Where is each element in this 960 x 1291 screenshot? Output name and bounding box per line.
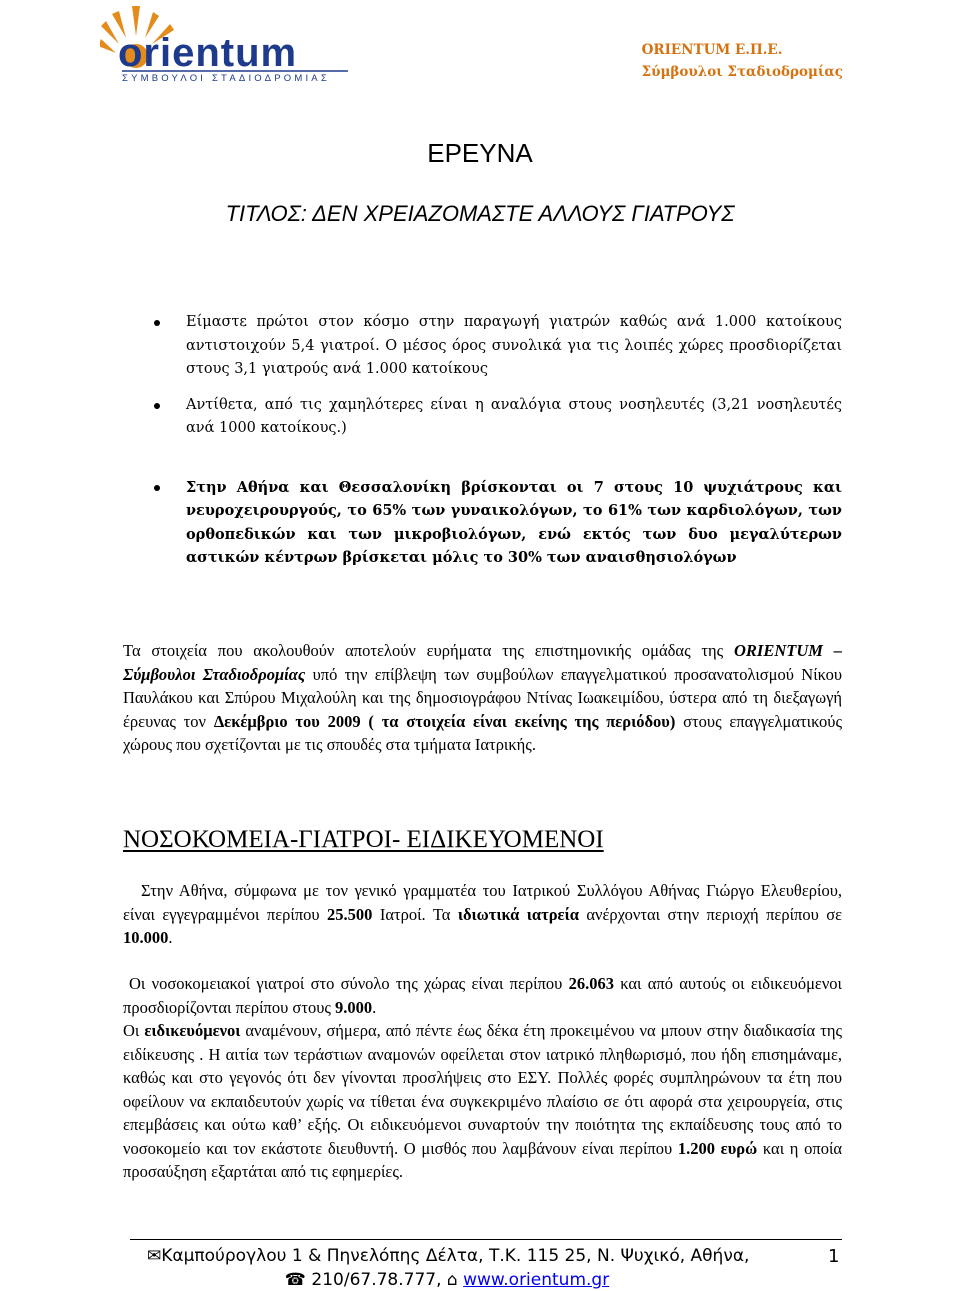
logo-wordmark: orientum [118,31,298,75]
para-text: Ιατροί. Τα [379,904,451,924]
residents-label: ειδικευόμενοι [144,1021,241,1040]
footer-phone: 210/67.78.777, [311,1270,442,1290]
intro-text: Τα στοιχεία που ακολουθούν αποτελούν ευρήματα της επιστημονικής ομάδας της [123,641,724,660]
finding-item: Είμαστε πρώτοι στον κόσμο στην παραγωγή γιατρών καθώς ανά 1.000 κατοίκους αντιστοιχούν 5,4 γιατροί. Ο μέσος όρος συνολικά για τις λοιπές χώρες προσδιορίζεται στους 3,1 γιατρούς ανά 1.000 κατοίκους [152,311,842,382]
para-text: και η οποία προσαύξηση εξαρτάται από τις εφημερίες. [123,1138,843,1181]
logo-graphic [100,4,370,82]
footer-divider [130,1239,842,1240]
org-name: ORIENTUM – Σύμβουλοι Σταδιοδρομίας [123,641,843,684]
para-text: Στην Αθήνα, σύμφωνα με τον γενικό γραμματέα του Ιατρικού Συλλόγου Αθήνας Γιώργο Ελευθερίου, είναι εγγεγραμμένοι περίπου [123,881,842,924]
footer-contact-line [147,1270,747,1290]
hospital-doctor-count: 26.063 [568,974,614,993]
findings-list [152,311,842,570]
footer-address: Καμπούρογλου 1 & Πηνελόπης Δέλτα, Τ.Κ. 115 25, Ν. Ψυχικό, Αθήνα, [161,1246,750,1266]
page-title: ΕΡΕΥΝΑ [427,138,533,168]
logo-tagline: ΣΥΜΒΟΥΛΟΙ ΣΤΑΔΙΟΔΡΟΜΙΑΣ [122,73,330,82]
intro-text: υπό την επίβλεψη των συμβούλων επαγγελματικού προσανατολισμού Νίκου Παυλάκου και Σπύρου Μιχαλούλη και της δημοσιογράφου Ντίνας Ιωακειμίδου, ύστερα από τη διεξαγωγή έρευνας τον [123,664,843,731]
clinic-count: 10.000 [123,928,169,947]
finding-item: Αντίθετα, από τις χαμηλότερες είναι η αναλόγια στους νοσηλευτές (3,21 νοσηλευτές ανά 1000 κατοίκους.) [152,394,842,441]
home-icon: ⌂ [446,1270,458,1290]
para-text: Οι νοσοκομειακοί γιατροί στο σύνολο της χώρας είναι περίπου [129,974,563,993]
salary-amount: 1.200 ευρώ [677,1138,758,1158]
company-tagline: Σύμβουλοι Σταδιοδρομίας [641,64,843,80]
survey-date: Δεκέμβριο του 2009 [213,711,361,731]
private-clinics-label: ιδιωτικά ιατρεία [457,904,579,924]
para-text: . [168,928,173,947]
paragraph-residents [123,1019,842,1184]
para-text: . [372,997,377,1017]
paragraph-hospital-doctors [123,972,842,1019]
section-title: ΝΟΣΟΚΟΜΕΙΑ-ΓΙΑΤΡΟΙ- ΕΙΔΙΚΕΥΟΜΕΝΟΙ [123,826,604,853]
phone-icon: ☎ [284,1270,306,1290]
page-subtitle: ΤΙΤΛΟΣ: ΔΕΝ ΧΡΕΙΑΖΟΜΑΣΤΕ ΑΛΛΟΥΣ ΓΙΑΤΡΟΥΣ [225,201,735,226]
orientum-logo [100,4,370,82]
footer-address-line [147,1246,750,1266]
page-number: 1 [828,1246,840,1267]
para-text: ανέρχονται στην περιοχή περίπου σε [586,904,843,924]
para-text: και από αυτούς οι ειδικευόμενοι προσδιορίζονται περίπου στους [123,974,843,1017]
intro-paragraph [123,639,842,757]
survey-period-note: ( τα στοιχεία είναι εκείνης της περιόδου) [368,711,676,731]
paragraph-athens-doctors [123,879,842,950]
para-text: αναμένουν, σήμερα, από πέντε έως δέκα έτη προκειμένου να μπουν στην διαδικασία της ειδίκευσης . Η αιτία των τεράστιων αναμονών οφείλεται στον ιατρικό πληθωρισμό, που ήδη επισημάναμε, καθώς και στο γεγονός ότι δεν γίνονται προσλήψεις στο ΕΣΥ. Πολλές φορές συμπληρώνουν τα έτη που οφείλουν να εκπαιδευτούν χωρίς να τίθεται ένα συγκεκριμένο πλαίσιο σε ότι αφορά στα χειρουργεία, στις επεμβάσεις και ούτω καθ’ εξής. Οι ειδικευόμενοι συναρτούν την ποιότητα της εκπαίδευσης τους από το νοσοκομείο και τον εκάστοτε διευθυντή. Ο μισθός που λαμβάνουν είναι περίπου [123,1021,842,1158]
company-header [642,39,843,83]
resident-count: 9.000 [335,997,373,1017]
website-link[interactable]: www.orientum.gr [463,1270,610,1290]
finding-item: Στην Αθήνα και Θεσσαλονίκη βρίσκονται οι 7 στους 10 ψυχιάτρους και νευροχειρουργούς, το 65% των γυναικολόγων, το 61% των καρδιολόγων, των ορθοπεδικών και των μικροβιολόγων, ενώ εκτός των δυο μεγαλύτερων αστικών κέντρων βρίσκεται μόλις το 30% των αναισθησιολόγων [152,476,842,570]
doctor-count: 25.500 [327,904,373,924]
company-name: ORIENTUM Ε.Π.Ε. [641,42,783,58]
intro-text: στους επαγγελματικούς χώρους που σχετίζονται με τις σπουδές στα τμήματα Ιατρικής. [123,711,843,754]
mail-icon: ✉ [147,1246,162,1266]
para-text: Οι [123,1021,140,1040]
